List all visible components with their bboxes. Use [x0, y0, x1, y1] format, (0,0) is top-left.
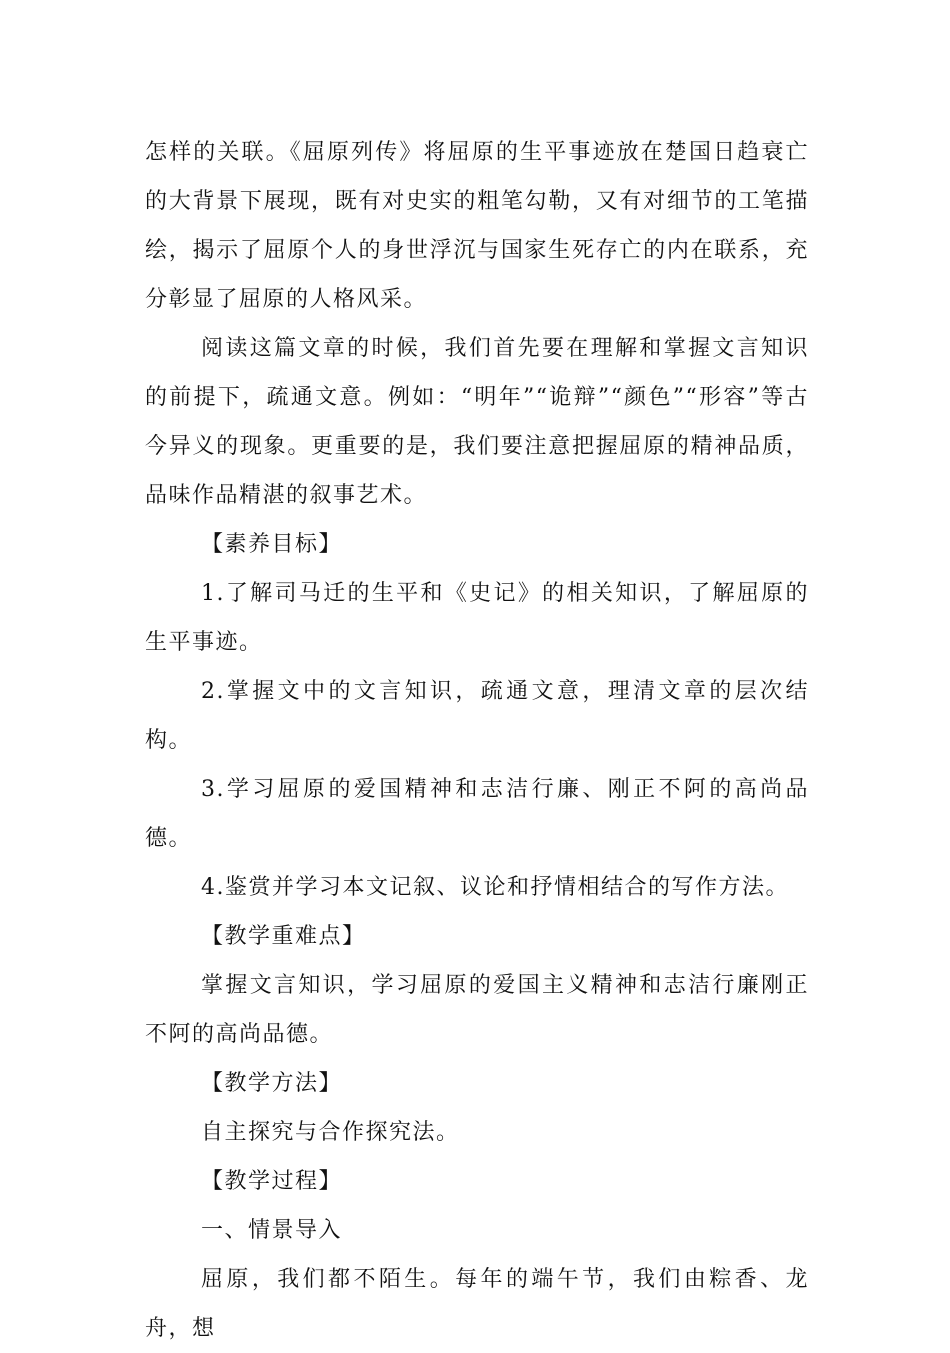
paragraph-scene-introduction: 屈原，我们都不陌生。每年的端午节，我们由粽香、龙舟，想: [145, 1267, 809, 1341]
goal-item-4: 4.鉴赏并学习本文记叙、议论和抒情相结合的写作方法。: [201, 875, 789, 900]
paragraph-key-difficulties: 掌握文言知识，学习屈原的爱国主义精神和志洁行廉刚正不阿的高尚品德。: [145, 973, 809, 1047]
paragraph-teaching-method: 自主探究与合作探究法。: [201, 1120, 460, 1145]
subsection-heading-scene-introduction: 一、情景导入: [201, 1218, 343, 1243]
paragraph-reading-guidance: 阅读这篇文章的时候，我们首先要在理解和掌握文言知识的前提下，疏通文意。例如：“明年”“诡辩”“颜色”“形容”等古今异义的现象。更重要的是，我们要注意把握屈原的精神品质，品味作品精湛的叙事艺术。: [145, 336, 809, 508]
goal-item-3: 3.学习屈原的爱国精神和志洁行廉、刚正不阿的高尚品德。: [145, 777, 809, 851]
section-heading-teaching-process: 【教学过程】: [201, 1169, 343, 1194]
paragraph-intro-continuation: 怎样的关联。《屈原列传》将屈原的生平事迹放在楚国日趋衰亡的大背景下展现，既有对史实的粗笔勾勒，又有对细节的工笔描绘，揭示了屈原个人的身世浮沉与国家生死存亡的内在联系，充分彰显了屈原的人格风采。: [145, 140, 809, 312]
section-heading-key-difficulties: 【教学重难点】: [201, 924, 366, 949]
section-heading-teaching-method: 【教学方法】: [201, 1071, 343, 1096]
document-body: [145, 128, 809, 1353]
goal-item-2: 2.掌握文中的文言知识，疏通文意，理清文章的层次结构。: [145, 679, 809, 753]
section-heading-literacy-goals: 【素养目标】: [201, 532, 343, 557]
goal-item-1: 1.了解司马迁的生平和《史记》的相关知识，了解屈原的生平事迹。: [145, 581, 809, 655]
